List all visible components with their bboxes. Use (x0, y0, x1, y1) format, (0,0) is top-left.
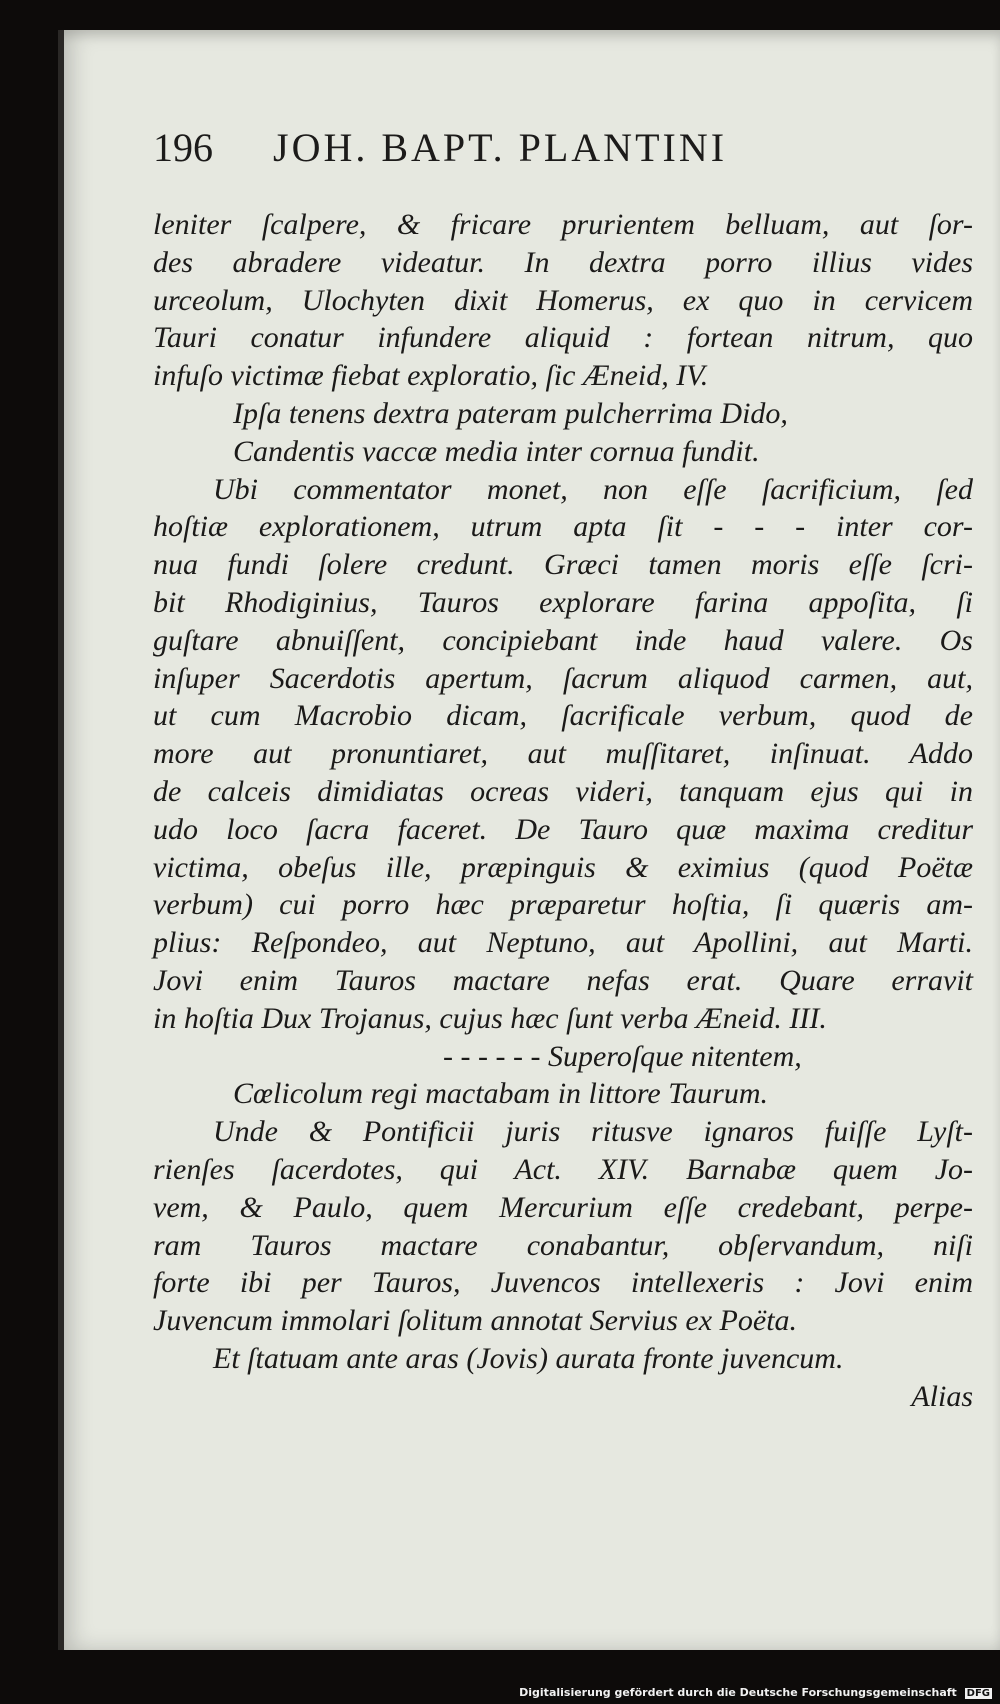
text-line: infuſo victimæ fiebat exploratio, ſic Æneid, IV. (153, 359, 709, 393)
text-line: Jovi enim Tauros mactare nefas erat. Quare erravit (153, 963, 973, 997)
text-line: Tauri conatur infundere aliquid : fortean nitrum, quo (153, 321, 973, 355)
text-line: verbum) cui porro hæc præparetur hoſtia, ſi quæris am- (153, 888, 973, 922)
text-line: forte ibi per Tauros, Juvencos intellexeris : Jovi enim (153, 1266, 973, 1300)
text-line: bit Rhodiginius, Tauros explorare farina appoſita, ſi (153, 585, 973, 619)
text-line: Ubi commentator monet, non eſſe ſacrificium, ſed (213, 472, 973, 506)
digitization-credit (519, 1686, 992, 1699)
text-line: ram Tauros mactare conabantur, obſervandum, niſi (153, 1228, 973, 1262)
text-line: plius: Reſpondeo, aut Neptuno, aut Apollini, aut Marti. (153, 926, 973, 960)
text-line: rienſes ſacerdotes, qui Act. XIV. Barnabæ quem Jo- (153, 1152, 973, 1186)
verse-line: Candentis vaccæ media inter cornua fundit. (233, 434, 760, 468)
text-line: ut cum Macrobio dicam, ſacrificale verbum, quod de (153, 699, 973, 733)
verse-line: Ipſa tenens dextra pateram pulcherrima Dido, (233, 396, 788, 430)
text-line: victima, obeſus ille, præpinguis & eximius (quod Poëtæ (153, 850, 973, 884)
text-line: Unde & Pontificii juris ritusve ignaros fuiſſe Lyſt- (213, 1115, 973, 1149)
running-title: JOH. BAPT. PLANTINI (273, 125, 728, 170)
page-binding-edge (58, 30, 64, 1650)
text-line: vem, & Paulo, quem Mercurium eſſe credebant, perpe- (153, 1190, 973, 1224)
page-header (153, 120, 873, 180)
text-line: urceolum, Ulochyten dixit Homerus, ex quo in cervicem (153, 283, 973, 317)
catchword: Alias (911, 1379, 973, 1413)
text-line: hoſtiæ explorationem, utrum apta ſit - - - inter cor- (153, 510, 973, 544)
verse-line: - - - - - - Superoſque nitentem, (443, 1039, 802, 1073)
text-line: des abradere videatur. In dextra porro illius vides (153, 245, 973, 279)
text-line: in hoſtia Dux Trojanus, cujus hæc ſunt verba Æneid. III. (153, 1001, 827, 1035)
text-line: Juvencum immolari ſolitum annotat Servius ex Poëta. (153, 1304, 798, 1338)
page-number: 196 (153, 125, 213, 170)
text-line: udo loco ſacra faceret. De Tauro quæ maxima creditur (153, 812, 973, 846)
dfg-logo: DFG (966, 1688, 990, 1699)
text-line: inſuper Sacerdotis apertum, ſacrum aliquod carmen, aut, (153, 661, 973, 695)
text-line: leniter ſcalpere, & fricare prurientem belluam, aut ſor- (153, 208, 973, 241)
text-line: de calceis dimidiatas ocreas videri, tanquam ejus qui in (153, 774, 973, 808)
verse-line: Et ſtatuam ante aras (Jovis) aurata fronte juvencum. (213, 1341, 844, 1375)
verse-line: Cœlicolum regi mactabam in littore Taurum. (233, 1077, 769, 1111)
credit-text: Digitalisierung gefördert durch die Deutsche Forschungsgemeinschaft (519, 1686, 957, 1699)
text-line: more aut pronuntiaret, aut muſſitaret, inſinuat. Addo (153, 737, 973, 771)
text-line: guſtare abnuiſſent, concipiebant inde haud valere. Os (153, 623, 973, 657)
text-line: nua fundi ſolere credunt. Græci tamen moris eſſe ſcri- (153, 548, 973, 582)
body-text (153, 206, 973, 1416)
